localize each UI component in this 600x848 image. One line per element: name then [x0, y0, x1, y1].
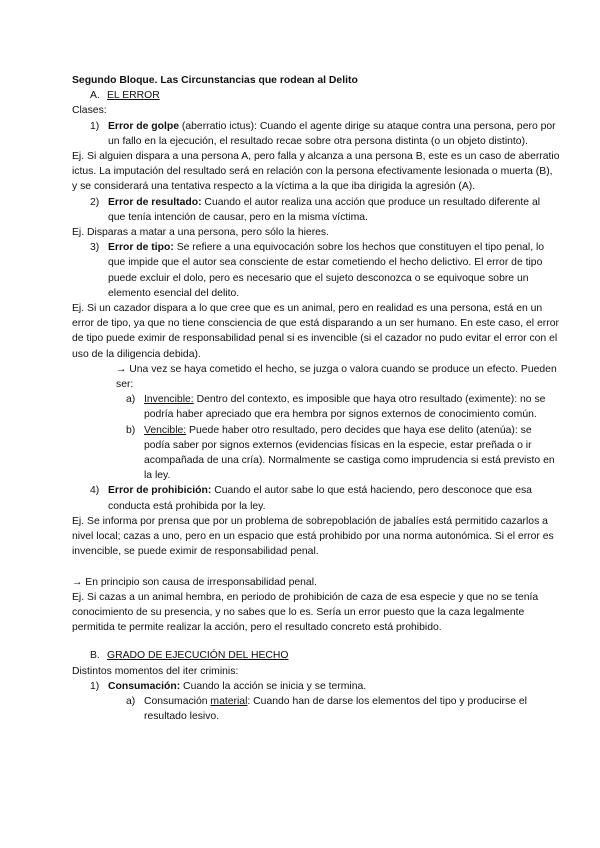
item-number: 4) [90, 485, 100, 497]
principle-note: → En principio son causa de irresponsabilidad penal. [72, 576, 317, 588]
sub-item-letter: a) [126, 394, 136, 406]
document-title: Segundo Bloque. Las Circunstancias que rodean al Delito [72, 75, 358, 86]
item-text: (aberratio ictus): Cuando el agente dirige su ataque contra una persona, pero por un fallo en la ejecución, el resultado recae sobre otra persona distinta (o un objeto distinto). [108, 120, 556, 147]
item-text: Se refiere a una equivocación sobre los hechos que constituyen el tipo penal, lo que impide que el autor sea consciente de estar cometiendo el hecho delictivo. El error de tipo puede excluir el dolo, pero es necesario que el sujeto desconozca o se equivoque sobre un elemento esencial del delito. [108, 242, 545, 299]
sub-item-letter: b) [126, 424, 136, 436]
item-term: Error de prohibición: [108, 485, 212, 497]
error-item-3 [72, 240, 560, 301]
sub-item-material [72, 694, 560, 724]
section-b-intro: Distintos momentos del iter criminis: [72, 665, 239, 677]
item-text: Cuando el autor realiza una acción que produce un resultado diferente al que tenía intención de causar, pero en la misma víctima. [108, 196, 541, 223]
error-item-2 [72, 195, 560, 225]
item-term: Consumación: [108, 680, 181, 692]
section-b-letter: B. [90, 650, 100, 662]
sub-item-vencible [72, 423, 560, 484]
sub-item-text: Dentro del contexto, es imposible que haya otro resultado (eximente): no se podría haber apreciado que era hembra por signos externos de conocimiento común. [144, 394, 546, 421]
example-2: Ej. Disparas a matar a una persona, pero sólo la hieres. [72, 227, 330, 239]
sub-item-text: : Cuando han de darse los elementos del tipo y producirse el resultado lesivo. [144, 695, 527, 723]
sub-item-term: Invencible: [144, 394, 194, 406]
sub-item-letter: a) [126, 695, 136, 707]
section-a-letter: A. [90, 90, 100, 102]
item-number: 2) [90, 196, 100, 208]
grado-item-1 [72, 679, 560, 694]
sub-item-term: material [210, 695, 248, 707]
sub-item-invencible [72, 392, 560, 422]
error-item-4 [72, 483, 560, 513]
error-item-1 [72, 119, 560, 149]
arrow-note: → Una vez se haya cometido el hecho, se juzga o valora cuando se produce un efecto. Pueden ser: [116, 363, 557, 391]
example-4: Ej. Se informa por prensa que por un problema de sobrepoblación de jabalíes está permitido cazarlos a nivel local; cazas a uno, pero en un espacio que está prohibido por una norma autonómica. Si el error es invencible, se puede eximir de responsabilidad penal. [72, 515, 554, 558]
item-text: Cuando la acción se inicia y se termina. [180, 680, 367, 692]
item-term: Error de golpe [108, 120, 180, 132]
sub-item-prefix: Consumación [144, 695, 211, 707]
section-a-heading [72, 88, 560, 103]
item-number: 3) [90, 242, 100, 254]
item-term: Error de tipo: [108, 242, 174, 254]
sub-item-text: Puede haber otro resultado, pero decides que haya ese delito (atenúa): se podía saber por signos externos (evidencias físicas en la especie, estar preñada o ir acompañada de una cría). Normalmente se castiga como imprudencia si está previsto en la ley. [144, 424, 555, 482]
section-b-heading [72, 648, 560, 663]
section-a-title: EL ERROR [107, 90, 160, 102]
section-b-title: GRADO DE EJECUCIÓN DEL HECHO [107, 650, 289, 662]
example-1: Ej. Si alguien dispara a una persona A, pero falla y alcanza a una persona B, este es un caso de aberratio ictus. La imputación del resultado será en relación con la persona efectivamente lesionada o muerta (B), y se considerará una tentativa respecto a la víctima a la que iba dirigida la agresión (A). [72, 151, 560, 193]
spacer [72, 635, 560, 648]
example-5: Ej. Si cazas a un animal hembra, en periodo de prohibición de caza de esa especie y que no se tenía conocimiento de su presencia, y no sabes que lo es. Sería un error puesto que la caza legalmente permitida te permite realizar la acción, pero el resultado concreto está prohibido. [72, 591, 539, 634]
item-term: Error de resultado: [108, 196, 202, 208]
item-number: 1) [90, 680, 100, 692]
item-text: Cuando el autor sabe lo que está haciendo, pero desconoce que esa conducta está prohibida por la ley. [108, 485, 532, 512]
clases-label: Clases: [72, 105, 107, 117]
sub-item-term: Vencible: [144, 424, 187, 436]
spacer [72, 560, 560, 575]
example-3: Ej. Si un cazador dispara a lo que cree que es un animal, pero en realidad es una persona, está en un error de tipo, ya que no tiene consciencia de que está disparando a un ser humano. En este caso, el error de tipo puede eximir de responsabilidad penal si es invencible (si el cazador no pudo evitar el error con el uso de la diligencia debida). [72, 303, 559, 360]
item-number: 1) [90, 120, 100, 132]
